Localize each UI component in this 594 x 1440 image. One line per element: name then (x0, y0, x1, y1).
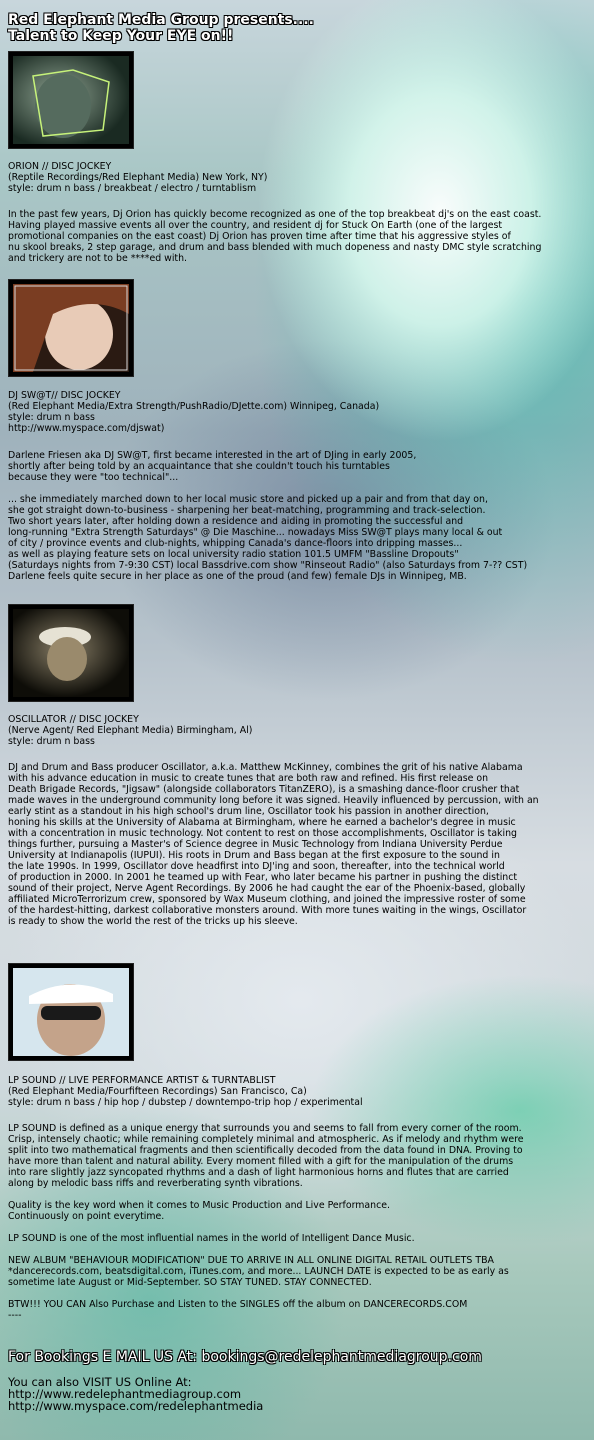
oscillator-labels: (Nerve Agent/ Red Elephant Media) Birmingham, Al) (8, 725, 253, 736)
bio-line: affiliated MicroTerrorizum crew, sponsored by Wax Museum clothing, and joined the impressive roster of some (8, 894, 526, 905)
bio-line: honing his skills at the University of Alabama at Birmingham, where he earned a bachelor's degree in music (8, 817, 516, 828)
bio-line: Darlene Friesen aka DJ SW@T, first became interested in the art of DJing in early 2005, (8, 450, 417, 461)
bio-line: BTW!!! YOU CAN Also Purchase and Listen to the SINGLES off the album on DANCERECORDS.COM (8, 1299, 468, 1310)
bio-line: with his advance education in music to create tunes that are both raw and refined. His first release on (8, 773, 489, 784)
lpsound-title: LP SOUND // LIVE PERFORMANCE ARTIST & TURNTABLIST (8, 1075, 276, 1086)
lpsound-photo (8, 963, 134, 1061)
bio-line: NEW ALBUM "BEHAVIOUR MODIFICATION" DUE TO ARRIVE IN ALL ONLINE DIGITAL RETAIL OUTLETS TBA (8, 1255, 494, 1266)
bio-line: ---- (8, 1310, 22, 1321)
bookings-email-link[interactable]: For Bookings E MAIL US At: bookings@redelephantmediagroup.com (8, 1349, 482, 1365)
myspace-link[interactable]: http://www.myspace.com/redelephantmedia (8, 1399, 264, 1413)
bio-line (8, 483, 592, 494)
bio-line: long-running "Extra Strength Saturdays" @ Die Maschine... nowadays Miss SW@T plays many local & out (8, 527, 503, 538)
bio-line: DJ and Drum and Bass producer Oscillator, a.k.a. Matthew McKinney, combines the grit of his native Alabama (8, 762, 523, 773)
lpsound-style: style: drum n bass / hip hop / dubstep / downtempo-trip hop / experimental (8, 1097, 363, 1108)
bio-line: of city / province events and club-nights, whipping Canada's dance-floors into dripping masses... (8, 538, 463, 549)
bio-line: is ready to show the world the rest of the tricks up his sleeve. (8, 916, 298, 927)
djswat-labels: (Red Elephant Media/Extra Strength/PushRadio/DJette.com) Winnipeg, Canada) (8, 401, 380, 412)
bio-line: ... she immediately marched down to her local music store and picked up a pair and from that day on, (8, 494, 488, 505)
bio-line: sound of their project, Nerve Agent Recordings. By 2006 he had caught the ear of the Phoenix-based, globally (8, 883, 526, 894)
bio-line: LP SOUND is one of the most influential names in the world of Intelligent Dance Music. (8, 1233, 415, 1244)
orion-labels: (Reptile Recordings/Red Elephant Media) New York, NY) (8, 172, 268, 183)
orion-photo (8, 51, 134, 149)
bio-line (8, 1222, 592, 1233)
bio-line: early stint as a standout in his high school's drum line, Oscillator took his passion in another direction, (8, 806, 489, 817)
bio-line: sometime late August or Mid-September. SO STAY TUNED. STAY CONNECTED. (8, 1277, 372, 1288)
djswat-photo (8, 279, 134, 377)
bio-line: Continuously on point everytime. (8, 1211, 165, 1222)
bio-line: along by melodic bass riffs and reverberating synth vibrations. (8, 1178, 303, 1189)
bio-line: of production in 2000. In 2001 he teamed up with Fear, who later became his partner in pushing the distinct (8, 872, 518, 883)
bio-line: made waves in the underground community long before it was signed. Heavily influenced by percussion, with an (8, 795, 539, 806)
oscillator-portrait-image (13, 609, 129, 697)
bio-line: Two short years later, after holding down a residence and aiding in promoting the successful and (8, 516, 464, 527)
bio-line: into rare slightly jazz syncopated rhythms and a dash of light harmonious horns and flutes that are carried (8, 1167, 509, 1178)
bio-line (8, 1189, 592, 1200)
bio-line: Having played massive events all over the country, and resident dj for Stuck On Earth (one of the largest (8, 220, 503, 231)
djswat-myspace-link[interactable]: http://www.myspace.com/djswat) (8, 423, 165, 434)
bio-line: Death Brigade Records, "Jigsaw" (alongside collaborators TitanZERO), is a smashing dance-floor crusher that (8, 784, 520, 795)
lpsound-info (8, 1075, 363, 1108)
bio-line: *dancerecords.com, beatsdigital.com, iTunes.com, and more... LAUNCH DATE is expected to be as early as (8, 1266, 509, 1277)
bio-line: have more than talent and natural ability. Every moment filled with a gift for the manipulation of the drums (8, 1156, 514, 1167)
lpsound-labels: (Red Elephant Media/Fourfifteen Recordings) San Francisco, Ca) (8, 1086, 307, 1097)
orion-portrait-image (13, 56, 129, 144)
bio-line: as well as playing feature sets on local university radio station 101.5 UMFM "Bassline Dropouts" (8, 549, 459, 560)
bio-line: shortly after being told by an acquaintance that she couldn't touch his turntables (8, 461, 390, 472)
bio-line: Darlene feels quite secure in her place as one of the proud (and few) female DJs in Winnipeg, MB. (8, 571, 467, 582)
djswat-bio (8, 450, 592, 582)
bio-line: things further, pursuing a Master's of Science degree in Music Technology from Indiana University Perdue (8, 839, 503, 850)
talent-heading: Talent to Keep Your EYE on!! (8, 28, 234, 44)
djswat-title: DJ SW@T// DISC JOCKEY (8, 390, 121, 401)
bio-line (8, 1244, 592, 1255)
djswat-info (8, 390, 379, 434)
bio-line: LP SOUND is defined as a unique energy that surrounds you and seems to fall from every corner of the room. (8, 1123, 522, 1134)
bio-line: In the past few years, Dj Orion has quickly become recognized as one of the top breakbeat dj's on the east coast. (8, 209, 542, 220)
bio-line: Quality is the key word when it comes to Music Production and Live Performance. (8, 1200, 390, 1211)
djswat-style: style: drum n bass (8, 412, 95, 423)
orion-info (8, 161, 267, 194)
oscillator-photo (8, 604, 134, 702)
bio-line (8, 1288, 592, 1299)
orion-bio (8, 209, 592, 264)
bio-line: (Saturdays nights from 7-9:30 CST) local Bassdrive.com show "Rinseout Radio" (also Saturdays from 7-?? CST) (8, 560, 528, 571)
djswat-portrait-image (13, 284, 129, 372)
orion-style: style: drum n bass / breakbeat / electro / turntablism (8, 183, 257, 194)
presents-heading: Red Elephant Media Group presents.... (8, 12, 314, 28)
website-link[interactable]: http://www.redelephantmediagroup.com (8, 1387, 242, 1401)
bio-line: because they were "too technical"... (8, 472, 179, 483)
bio-line: she got straight down-to-business - sharpening her beat-matching, programming and track-selection. (8, 505, 486, 516)
bio-line: the late 1990s. In 1999, Oscillator dove headfirst into DJ'ing and soon, thereafter, into the technical world (8, 861, 505, 872)
bio-line: Crisp, intensely chaotic; while remaining completely minimal and atmospheric. As if melody and rhythm were (8, 1134, 524, 1145)
bio-line: and trickery are not to be ****ed with. (8, 253, 188, 264)
bio-line: split into two mathematical fragments and then scientifically decoded from the data found in DNA. Proving to (8, 1145, 523, 1156)
oscillator-info (8, 714, 252, 747)
bio-line: of the hardest-hitting, darkest collaborative monsters around. With more tunes waiting in the wings, Oscillator (8, 905, 527, 916)
oscillator-style: style: drum n bass (8, 736, 95, 747)
bio-line: with a concentration in music technology. Not content to rest on those accomplishments, Oscillator is taking (8, 828, 517, 839)
orion-title: ORION // DISC JOCKEY (8, 161, 112, 172)
oscillator-title: OSCILLATOR // DISC JOCKEY (8, 714, 139, 725)
visit-us-label: You can also VISIT US Online At: (8, 1375, 192, 1389)
bio-line: University at Indianapolis (IUPUI). His roots in Drum and Bass began at the first exposure to the sound in (8, 850, 500, 861)
bio-line: nu skool breaks, 2 step garage, and drum and bass blended with much dopeness and nasty DMC style scratching (8, 242, 542, 253)
bio-line: promotional companies on the east coast) Dj Orion has proven time after time that his aggressive styles of (8, 231, 511, 242)
lpsound-portrait-image (13, 968, 129, 1056)
oscillator-bio (8, 762, 592, 927)
lpsound-bio (8, 1123, 592, 1321)
